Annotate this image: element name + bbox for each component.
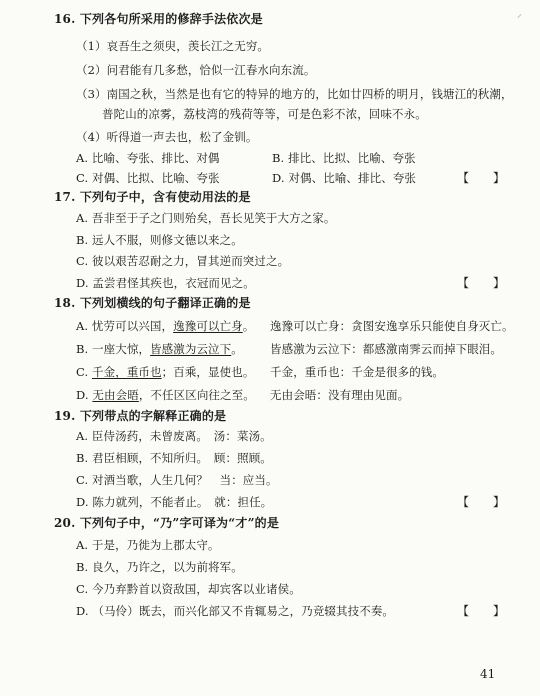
q17-option-d: D. 孟尝君怪其疾也，衣冠而见之。	[76, 276, 255, 290]
q18-c-suffix: ；百乘，显使也。	[161, 365, 255, 379]
q18-d-translation: 无由会晤：没有理由见面。	[270, 388, 410, 402]
q18-a-suffix: 。	[242, 319, 255, 333]
q16-item-1: （1）哀吾生之须臾，羡长江之无穷。	[76, 39, 270, 53]
q20-answer-bracket: 【 】	[457, 604, 506, 618]
q20-option-a: A. 于是，乃徙为上郡太守。	[76, 538, 220, 552]
q18-a-prefix: A. 忧劳可以兴国，	[76, 319, 174, 333]
q17-option-a: A. 吾非至于子之门则殆矣，吾长见笑于大方之家。	[76, 211, 336, 225]
q18-option-c	[76, 364, 254, 380]
q19-option-d: D. 陈力就列，不能者止。 就：担任。	[76, 495, 273, 509]
q16-item-2: （2）问君能有几多愁，恰似一江春水向东流。	[76, 63, 316, 77]
q16-item-4: （4）听得道一声去也，松了金钏。	[76, 130, 258, 144]
q18-c-prefix: C.	[76, 365, 93, 379]
q18-option-d	[76, 387, 255, 403]
q16-option-c: C. 对偶、比拟、比喻、夸张	[76, 171, 220, 185]
q18-d-prefix: D.	[76, 388, 93, 402]
q18-b-underlined: 皆感激为云泣下	[150, 342, 232, 356]
q19-answer-bracket: 【 】	[457, 495, 506, 509]
q18-d-suffix: ，不任区区向往之至。	[138, 388, 255, 402]
q19-option-a: A. 臣侍汤药，未曾废离。 汤：菜汤。	[76, 429, 272, 443]
q18-b-prefix: B. 一座大惊，	[76, 342, 151, 356]
q16-option-a: A. 比喻、夸张、排比、对偶	[76, 151, 220, 165]
q20-option-b: B. 良久，乃许之，以为前将军。	[76, 560, 243, 574]
q18-option-b	[76, 341, 243, 357]
q16-option-d: D. 对偶、比喻、排比、夸张	[272, 171, 417, 185]
q16-option-b: B. 排比、比拟、比喻、夸张	[272, 151, 416, 165]
q18-c-underlined: 千金，重币也	[92, 365, 162, 379]
q16-item-3-cont: 普陀山的凉雾，荔枝湾的残荷等等，可是色彩不浓，回味不永。	[102, 107, 427, 121]
q18-a-translation: 逸豫可以亡身：贪图安逸享乐只能使自身灭亡。	[270, 319, 514, 333]
q17-option-c: C. 彼以艰苦忍耐之力，冒其逆而突过之。	[76, 254, 290, 268]
question-19-title: 19. 下列带点的字解释正确的是	[54, 409, 227, 423]
q17-option-b: B. 远人不服，则修文德以来之。	[76, 233, 243, 247]
q16-item-3: （3）南国之秋，当然是也有它的特异的地方的，比如廿四桥的明月，钱塘江的秋潮，	[76, 87, 513, 101]
question-18-title: 18. 下列划横线的句子翻译正确的是	[54, 296, 251, 310]
question-20-title: 20. 下列句子中，“乃”字可译为“才”的是	[54, 516, 280, 530]
q18-d-underlined: 无由会晤	[92, 388, 139, 402]
q18-b-suffix: 。	[231, 342, 243, 356]
q18-option-a	[76, 318, 254, 334]
question-16-title: 16. 下列各句所采用的修辞手法依次是	[54, 12, 263, 26]
question-17-title: 17. 下列句子中，含有使动用法的是	[54, 190, 251, 204]
q20-option-d: D. （马伶）既去，而兴化部又不肯辄易之，乃竞辍其技不奏。	[76, 604, 395, 618]
q19-option-c: C. 对酒当歌，人生几何？ 当：应当。	[76, 473, 278, 487]
q18-a-underlined: 逸豫可以亡身	[173, 319, 243, 333]
q20-option-c: C. 今乃弃黔首以资敌国，却宾客以业诸侯。	[76, 582, 301, 596]
q18-c-translation: 千金，重币也：千金是很多的钱。	[270, 365, 444, 379]
q16-answer-bracket: 【 】	[457, 171, 506, 185]
q19-option-b: B. 君臣相顾，不知所归。 顾：照顾。	[76, 451, 272, 465]
q18-b-translation: 皆感激为云泣下：都感激南霁云而掉下眼泪。	[270, 342, 502, 356]
scan-mark: ⸝	[517, 9, 522, 20]
page-number: 41	[480, 667, 496, 681]
q17-answer-bracket: 【 】	[457, 276, 506, 290]
